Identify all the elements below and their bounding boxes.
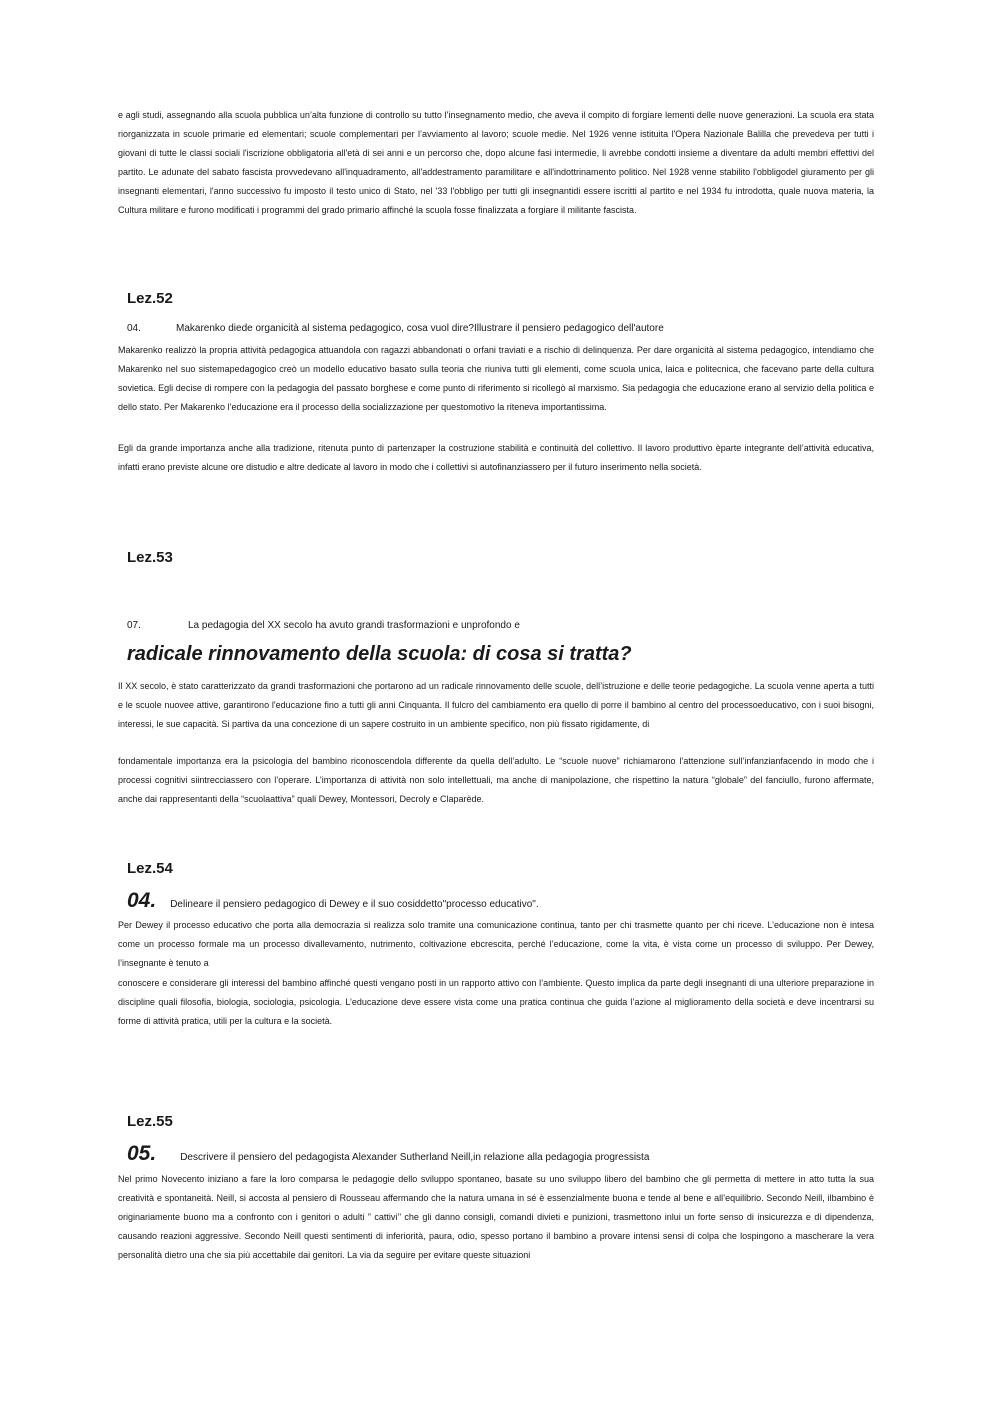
answer-paragraph-54-1: Per Dewey il processo educativo che porta alla democrazia si realizza solo tramite una comunicazione continua, tanto per chi trasmette quanto per chi riceve. L’educazione non è intesa come un processo formale ma un processo divallevamento, nutrimento, coltivazione ebcrescita, perché l’educazione, come la vita, è vista come un processo di sviluppo. Per Dewey, l’insegnante è tenuto a (118, 920, 874, 968)
answer-paragraph-52-1: Makarenko realizzò la propria attività pedagogica attuandola con ragazzi abbandonati o orfani traviati e a rischio di delinquenza. Per dare organicità al sistema pedagogico, intendiamo che Makarenko nel suo sistemapedagogico creò un modello educativo basato sulla teoria che riuniva tutti gli elementi, come scuola unica, laica e politecnica, che facevano parte della cultura sovietica. Egli decise di rompere con la pedagogia del passato borghese e come punto di riferimento si ricollegò al marxismo. Sia pedagogia che educazione erano al servizio della politica e dello stato. Per Makarenko l’educazione era il processo della socializzazione per questomotivo la riteneva importantissima. (118, 345, 874, 412)
lesson-title-53: Lez.53 (127, 549, 173, 566)
answer-paragraph-54-2: conoscere e considerare gli interessi del bambino affinché questi vengano posti in un rapporto attivo con l’ambiente. Questo implica da parte degli insegnanti di una ulteriore preparazione in discipline quali filosofia, biologia, sociologia, psicologia. L’educazione deve essere vista come una pratica continua che guida l’azione al miglioramento della società e deve incentrarsi su forme di attività pratica, utili per la cultura e la società. (118, 978, 874, 1026)
question-number: 07. (127, 620, 141, 631)
answer-paragraph-53-2: fondamentale importanza era la psicologia del bambino riconoscendola differente da quella dell’adulto. Le “scuole nuove” richiamarono l’attenzione sull’infanzianfacendo in modo che i processi cognitivi siintrecciassero con l’operare. L’importanza di attività non solo intellettuali, ma anche di manipolazione, che rispettino la natura “globale” del fanciullo, furono affermate, anche dai rappresentanti della “scuolaattiva” quali Dewey, Montessori, Decroly e Claparède. (118, 756, 874, 804)
lesson-title-54: Lez.54 (127, 860, 173, 877)
question-number: 05. (127, 1142, 157, 1165)
question-text: Delineare il pensiero pedagogico di Dewey e il suo cosiddetto"processo educativo". (170, 899, 539, 910)
question-title-53: radicale rinnovamento della scuola: di cosa si tratta? (127, 643, 632, 665)
question-text: La pedagogia del XX secolo ha avuto grandi trasformazioni e unprofondo e (188, 620, 520, 631)
lesson-title-52: Lez.52 (127, 290, 173, 307)
question-54 (127, 889, 887, 913)
question-text: Descrivere il pensiero del pedagogista Alexander Sutherland Neill,in relazione alla pedagogia progressista (180, 1152, 650, 1163)
question-53 (127, 618, 887, 634)
answer-paragraph-52-2: Egli da grande importanza anche alla tradizione, ritenuta punto di partenzaper la costruzione stabilità e continuità del collettivo. Il lavoro produttivo èparte integrante dell’attività educativa, infatti erano previste alcune ore distudio e altre dedicate al lavoro in modo che i collettivi si autofinanziassero per il futuro inserimento nella società. (118, 443, 874, 472)
lesson-title-55: Lez.55 (127, 1113, 173, 1130)
question-number: 04. (127, 323, 141, 334)
question-52 (127, 321, 887, 337)
answer-paragraph-55-1: Nel primo Novecento iniziano a fare la loro comparsa le pedagogie dello sviluppo spontaneo, basate su uno sviluppo libero del bambino che gli permetta di mettere in atto tutta la sua creatività e spontaneità. Neill, si accosta al pensiero di Rousseau affermando che la natura umana in sé è essenzialmente buona e tende al bene e all’equilibrio. Secondo Neill, ilbambino è originariamente buono ma a confronto con i genitori o adulti ” cattivi’’ che gli danno consigli, comandi divieti e punizioni, trasmettono inlui un forte senso di insicurezza e di dipendenza, causando reazioni aggressive. Secondo Neill questi sentimenti di inferiorità, paura, odio, spesso portano il bambino a provare intensi sensi di colpa che lospingono a mascherare la vera personalità dietro una che sia più accettabile dai genitori. La via da seguire per evitare queste situazioni (118, 1174, 874, 1260)
question-number: 04. (127, 889, 157, 912)
intro-paragraph: e agli studi, assegnando alla scuola pubblica un’alta funzione di controllo su tutto l’insegnamento medio, che aveva il compito di forgiare lementi delle nuove generazioni. La scuola era stata riorganizzata in scuole primarie ed elementari; scuole complementari per l’avviamento al lavoro; scuole medie. Nel 1926 venne istituita l'Opera Nazionale Balilla che prevedeva per tutti i giovani di tutte le classi sociali l'iscrizione obbligatoria all'età di sei anni e un percorso che, dopo alcune fasi intermedie, li avrebbe condotti insieme a diventare da adulti membri effettivi del partito. Le adunate del sabato fascista provvedevano all'inquadramento, all'addestramento paramilitare e all'indottrinamento politico. Nel 1928 venne stabilito l'obbligodel giuramento per gli insegnanti elementari, l'anno successivo fu imposto il testo unico di Stato, nel '33 l'obbligo per tutti gli insegnantidi essere iscritti al partito e nel 1934 fu introdotta, quale nuova materia, la Cultura militare e furono modificati i programmi del grado primario affinché la scuola fosse finalizzata a forgiare il militante fascista. (118, 110, 874, 215)
question-55 (127, 1142, 887, 1166)
answer-paragraph-53-1: Il XX secolo, è stato caratterizzato da grandi trasformazioni che portarono ad un radicale rinnovamento delle scuole, dell’istruzione e delle teorie pedagogiche. La scuola venne aperta a tutti e le scuole nuovee attive, garantirono l'educazione fino a tutti gli anni Cinquanta. Il fulcro del cambiamento era quello di porre il bambino al centro del processoeducativo, con i suoi bisogni, interessi, le sue capacità. Si partiva da una concezione di un sapere costruito in un ambiente specifico, non più fissato rigidamente, di (118, 681, 874, 729)
question-text: Makarenko diede organicità al sistema pedagogico, cosa vuol dire?Illustrare il pensiero pedagogico dell'autore (176, 323, 664, 334)
